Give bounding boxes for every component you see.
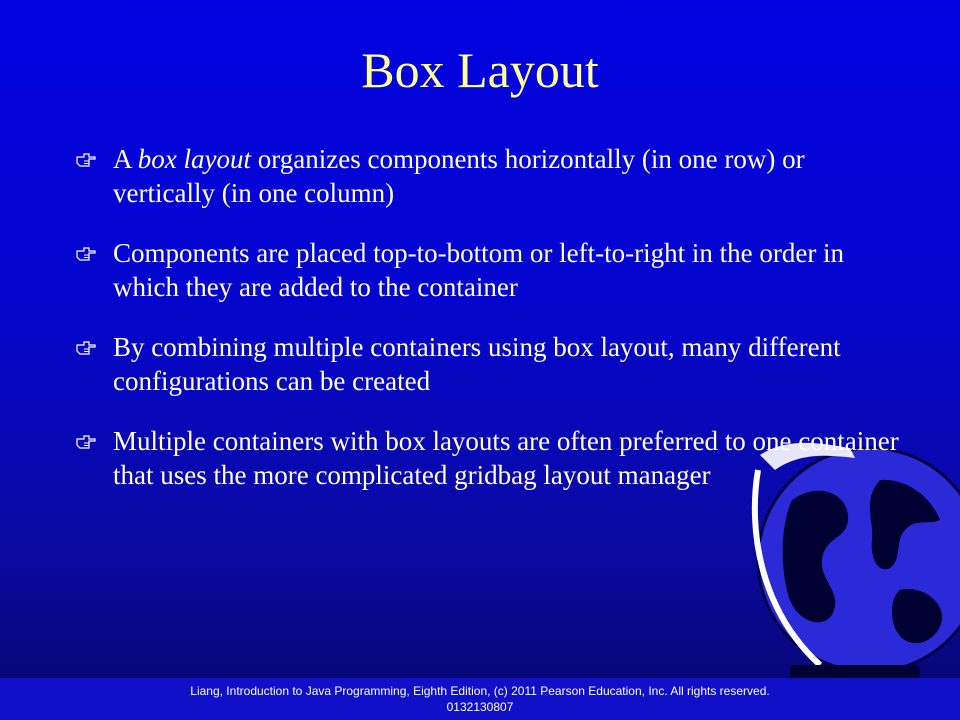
bullet-text: By combining multiple containers using box layout, many different configurations can be created — [113, 332, 841, 396]
bullet-text-pre: A — [113, 144, 138, 174]
footer-copyright: Liang, Introduction to Java Programming, Eighth Edition, (c) 2011 Pearson Education, Inc. All rights reserved. 0132130807 — [190, 684, 770, 714]
bullet-text: Components are placed top-to-bottom or left-to-right in the order in which they are added to the container — [113, 238, 845, 302]
slide-title: Box Layout — [361, 42, 599, 98]
bullet-item — [76, 330, 906, 398]
bullet-item — [76, 424, 906, 492]
bullet-text-emphasis: box layout — [137, 144, 251, 174]
bullet-text: Multiple containers with box layouts are often preferred to one container that uses the more complicated gridbag layout manager — [113, 426, 899, 490]
bullet-item — [76, 236, 906, 304]
pointing-hand-icon — [76, 434, 96, 450]
bullet-text-post: organizes components horizontally (in one row) or vertically (in one column) — [113, 144, 805, 208]
bullet-list — [76, 142, 906, 518]
pointing-hand-icon — [76, 246, 96, 262]
pointing-hand-icon — [76, 340, 96, 356]
pointing-hand-icon — [76, 152, 96, 168]
bullet-item — [76, 142, 906, 210]
